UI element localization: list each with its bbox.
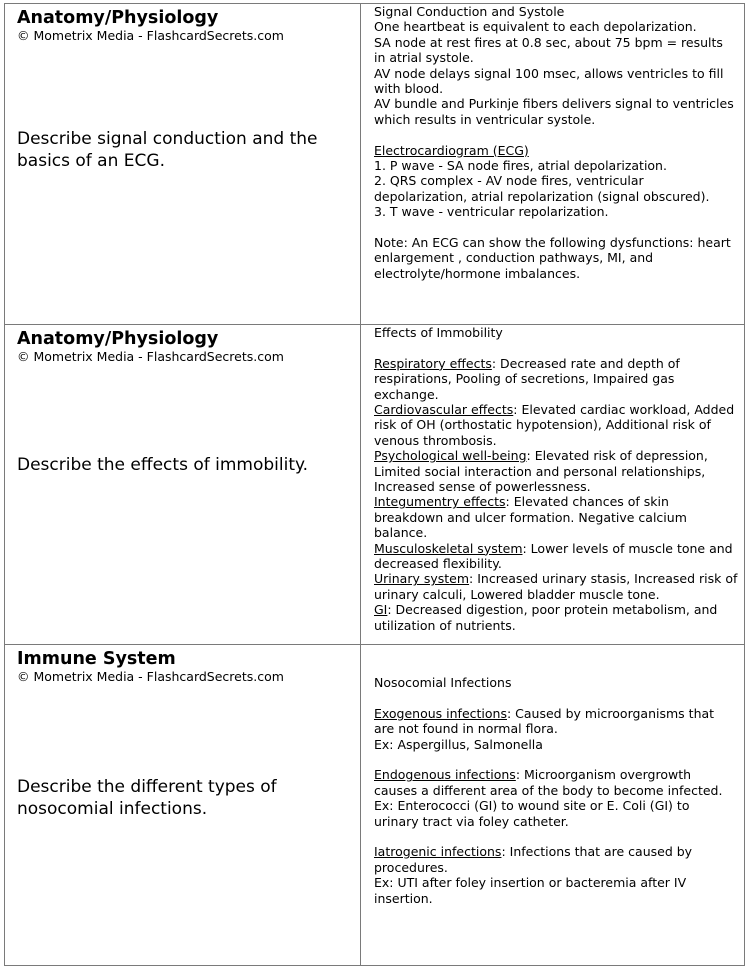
item-text: : Increased urinary stasis, Increased risk of urinary calculi, Lowered bladder muscle tone. <box>374 571 738 602</box>
answer-title: Signal Conduction and Systole <box>374 4 565 19</box>
item-term: Integumentry effects <box>374 494 506 510</box>
card-question: Describe signal conduction and the basics of an ECG. <box>17 129 318 171</box>
section-text: : Caused by microorganisms that are not found in normal flora. <box>374 705 715 737</box>
answer-section <box>374 844 738 875</box>
flashcard-row <box>5 645 745 966</box>
card-question: Describe the different types of nosocomial infections. <box>17 777 277 819</box>
answer-section <box>374 767 738 798</box>
section-term: Exogenous infections <box>374 705 507 721</box>
item-text: : Elevated risk of depression, Limited social interaction and personal relationships, Increased sense of powerlessness. <box>374 448 708 495</box>
answer-line: AV bundle and Purkinje fibers delivers signal to ventricles which results in ventricular systole. <box>374 96 734 127</box>
question-cell <box>5 4 361 325</box>
answer-cell <box>361 645 745 966</box>
flashcard-row <box>5 4 745 325</box>
item-text: : Decreased digestion, poor protein metabolism, and utilization of nutrients. <box>374 602 718 633</box>
section-term: Iatrogenic infections <box>374 844 502 860</box>
answer-section <box>374 706 738 737</box>
answer-title: Nosocomial Infections <box>374 675 512 690</box>
card-copyright: © Mometrix Media - FlashcardSecrets.com <box>17 28 284 43</box>
answer-title: Effects of Immobility <box>374 325 503 340</box>
section-example: Ex: Aspergillus, Salmonella <box>374 736 543 752</box>
ecg-heading: Electrocardiogram (ECG) <box>374 142 529 158</box>
card-category: Anatomy/Physiology <box>17 8 219 28</box>
answer-item <box>374 356 738 402</box>
answer-line: AV node delays signal 100 msec, allows ventricles to fill with blood. <box>374 65 724 97</box>
ecg-item: 1. P wave - SA node fires, atrial depolarization. <box>374 158 667 174</box>
item-text: : Elevated cardiac workload, Added risk of OH (orthostatic hypotension), Additional risk of venous thrombosis. <box>374 402 735 448</box>
item-text: : Lower levels of muscle tone and decreased flexibility. <box>374 540 733 572</box>
item-term: Urinary system <box>374 571 470 587</box>
section-example: Ex: UTI after foley insertion or bacteremia after IV insertion. <box>374 875 687 906</box>
section-text: : Infections that are caused by procedures. <box>374 844 693 875</box>
answer-note: Note: An ECG can show the following dysfunctions: heart enlargement , conduction pathways, MI, and electrolyte/hormone imbalances. <box>374 235 731 281</box>
answer-item <box>374 494 738 540</box>
answer-line: One heartbeat is equivalent to each depolarization. <box>374 19 697 35</box>
item-text: : Decreased rate and depth of respirations, Pooling of secretions, Impaired gas exchange. <box>374 355 680 402</box>
item-term: Cardiovascular effects <box>374 402 514 418</box>
ecg-item: 2. QRS complex - AV node fires, ventricular depolarization, atrial repolarization (signal obscured). <box>374 173 710 204</box>
section-example: Ex: Enterococci (GI) to wound site or E. Coli (GI) to urinary tract via foley catheter. <box>374 798 690 829</box>
answer-item <box>374 571 738 602</box>
card-copyright: © Mometrix Media - FlashcardSecrets.com <box>17 669 284 684</box>
item-text: : Elevated chances of skin breakdown and ulcer formation. Negative calcium balance. <box>374 494 687 541</box>
section-term: Endogenous infections <box>374 767 516 783</box>
card-category: Immune System <box>17 649 176 669</box>
item-term: GI <box>374 602 388 618</box>
flashcard-sheet <box>4 3 745 966</box>
answer-item <box>374 602 738 633</box>
item-term: Musculoskeletal system <box>374 540 523 556</box>
answer-line: SA node at rest fires at 0.8 sec, about 75 bpm = results in atrial systole. <box>374 34 723 66</box>
answer-cell <box>361 4 745 325</box>
item-term: Respiratory effects <box>374 355 492 371</box>
question-cell <box>5 645 361 966</box>
answer-item <box>374 402 738 448</box>
ecg-item: 3. T wave - ventricular repolarization. <box>374 204 609 220</box>
answer-cell <box>361 325 745 645</box>
card-question: Describe the effects of immobility. <box>17 455 309 475</box>
card-copyright: © Mometrix Media - FlashcardSecrets.com <box>17 349 284 364</box>
card-category: Anatomy/Physiology <box>17 329 219 349</box>
answer-item <box>374 448 738 494</box>
answer-item <box>374 541 738 572</box>
flashcard-row <box>5 325 745 645</box>
question-cell <box>5 325 361 645</box>
section-text: : Microorganism overgrowth causes a different area of the body to become infected. <box>374 767 723 798</box>
item-term: Psychological well-being <box>374 448 527 464</box>
